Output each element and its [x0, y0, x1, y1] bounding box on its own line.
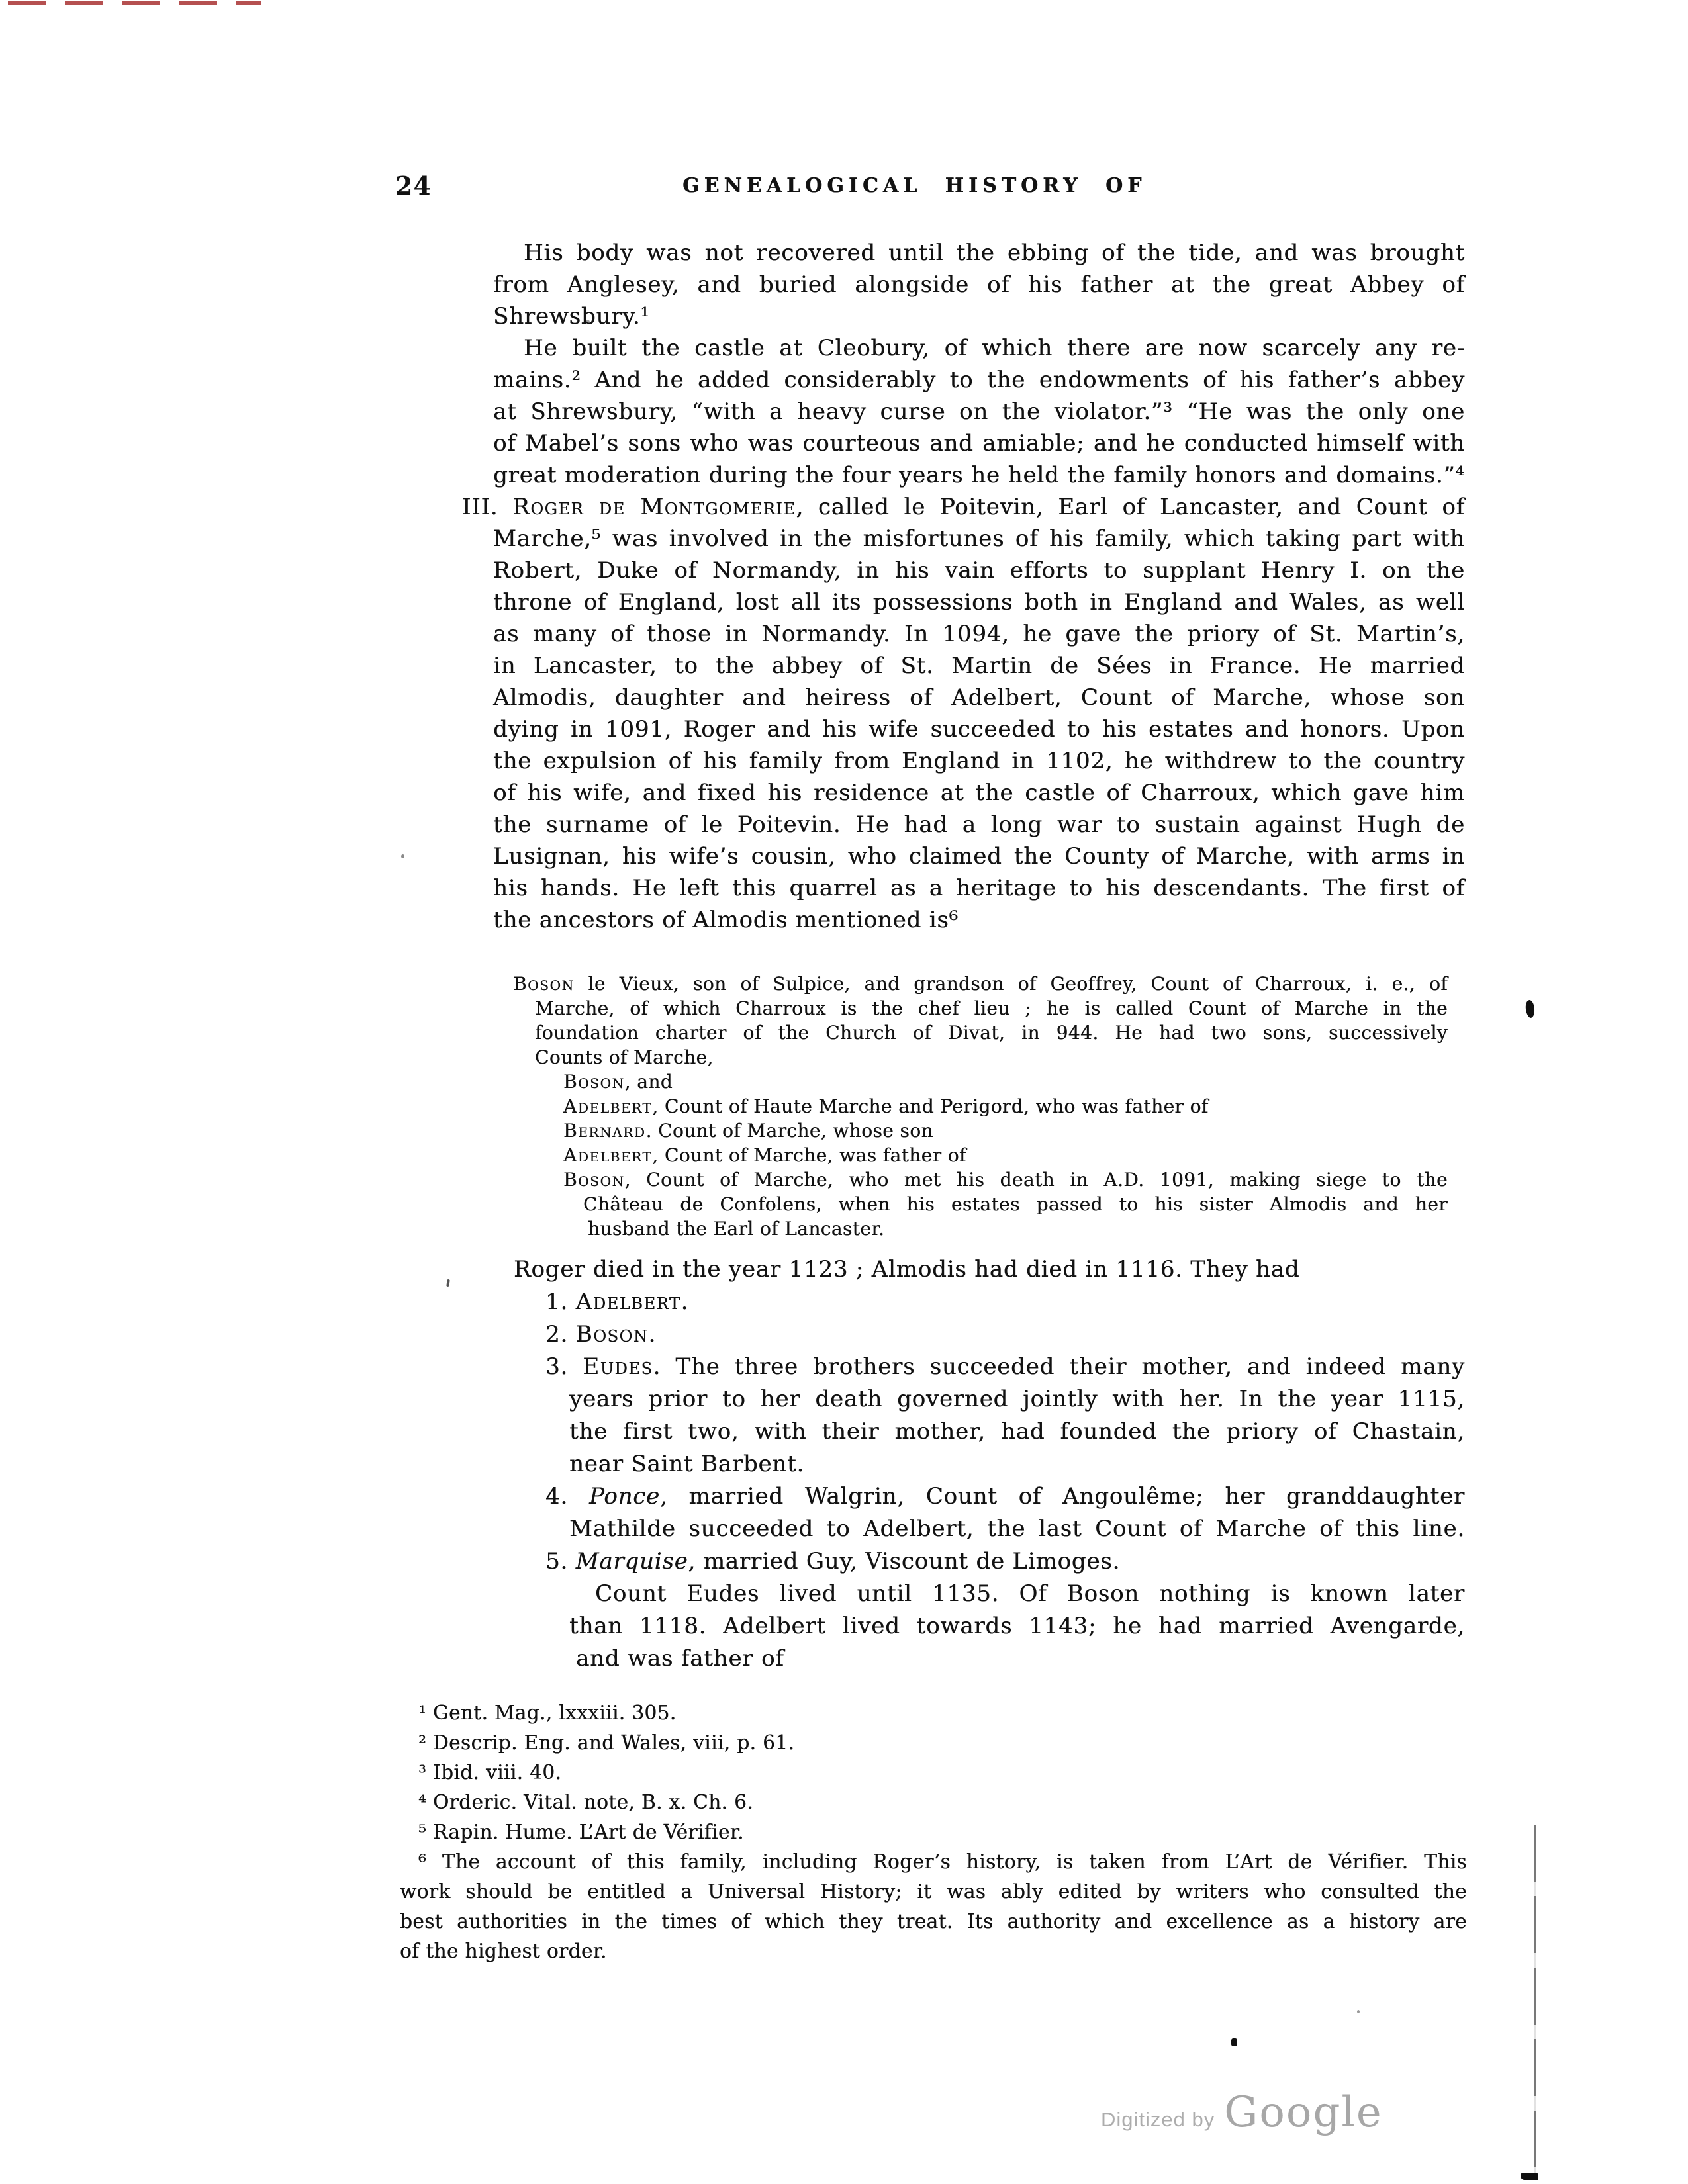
text-line: 1. Adelbert. [545, 1289, 689, 1315]
page-number: 24 [395, 171, 432, 201]
footnotes-block [400, 1698, 1467, 1966]
text-line: husband the Earl of Lancaster. [588, 1218, 885, 1240]
text-line: His body was not recovered until the ebbing of the tide, and was brought [524, 240, 1465, 266]
text-line: Roger died in the year 1123 ; Almodis had died in 1116. They had [514, 1256, 1300, 1283]
text-line: and was father of [576, 1645, 784, 1672]
text-line: than 1118. Adelbert lived towards 1143; he had married Avengarde, [569, 1613, 1465, 1639]
page-edge-line-foot-artifact [1521, 2173, 1538, 2180]
text-line: of the highest order. [400, 1940, 607, 1962]
text-line: of Mabel’s sons who was courteous and amiable; and he conducted himself with [493, 430, 1465, 457]
text-line: from Anglesey, and buried alongside of his father at the great Abbey of [493, 271, 1465, 298]
text-line: Boson, Count of Marche, who met his death in A.D. 1091, making siege to the [563, 1169, 1448, 1191]
google-logo: Google [1224, 2088, 1383, 2137]
text-line: ⁵ Rapin. Hume. L’Art de Vérifier. [418, 1821, 744, 1843]
text-line: at Shrewsbury, “with a heavy curse on the violator.”³ “He was the only one [493, 398, 1465, 425]
text-line: foundation charter of the Church of Divat, in 944. He had two sons, successively [535, 1022, 1448, 1044]
text-line: dying in 1091, Roger and his wife succeeded to his estates and honors. Upon [493, 716, 1465, 743]
text-line: the surname of le Poitevin. He had a long war to sustain against Hugh de [493, 811, 1465, 838]
text-line: Shrewsbury.¹ [493, 303, 650, 330]
children-list-block [493, 1253, 1465, 1675]
text-line: Lusignan, his wife’s cousin, who claimed the County of Marche, with arms in [493, 843, 1465, 870]
text-line: III. Roger de Montgomerie, called le Poitevin, Earl of Lancaster, and Count of [462, 494, 1465, 520]
text-line: near Saint Barbent. [569, 1451, 805, 1477]
text-line: Château de Confolens, when his estates passed to his sister Almodis and her [583, 1193, 1448, 1215]
genealogy-small-type-block [513, 972, 1448, 1241]
text-line: his hands. He left this quarrel as a heritage to his descendants. The first of [493, 875, 1465, 901]
text-line: years prior to her death governed jointly with her. In the year 1115, [569, 1386, 1465, 1412]
text-line: ⁴ Orderic. Vital. note, B. x. Ch. 6. [418, 1791, 754, 1813]
text-line: 5. Marquise, married Guy, Viscount de Limoges. [545, 1548, 1121, 1574]
text-line: best authorities in the times of which they treat. Its authority and excellence as a history are [400, 1910, 1467, 1933]
text-line: Marche,⁵ was involved in the misfortunes of his family, which taking part with [493, 525, 1465, 552]
text-line: Robert, Duke of Normandy, in his vain efforts to supplant Henry I. on the [493, 557, 1465, 584]
text-line: Boson, and [563, 1071, 673, 1093]
text-line: great moderation during the four years he held the family honors and domains.”⁴ [493, 462, 1465, 488]
google-watermark [1101, 2088, 1383, 2137]
text-line: 2. Boson. [545, 1321, 657, 1347]
text-line: the first two, with their mother, had founded the priory of Chastain, [569, 1418, 1465, 1445]
ink-blot-margin-mark [1525, 999, 1536, 1018]
text-line: Almodis, daughter and heiress of Adelbert, Count of Marche, whose son [493, 684, 1465, 711]
text-line: Marche, of which Charroux is the chef lieu ; he is called Count of Marche in the [535, 997, 1448, 1019]
text-line: ¹ Gent. Mag., lxxxiii. 305. [418, 1702, 677, 1724]
text-line: Mathilde succeeded to Adelbert, the last Count of Marche of this line. [569, 1516, 1465, 1542]
red-pen-dashes-artifact [8, 1, 261, 5]
text-line: of his wife, and fixed his residence at the castle of Charroux, which gave him [493, 780, 1465, 806]
text-line: as many of those in Normandy. In 1094, he gave the priory of St. Martin’s, [493, 621, 1465, 647]
scan-speck [446, 1279, 450, 1287]
text-line: 4. Ponce, married Walgrin, Count of Angoulême; her granddaughter [545, 1483, 1465, 1510]
text-line: He built the castle at Cleobury, of which there are now scarcely any re- [524, 335, 1465, 361]
digitized-by-label: Digitized by [1101, 2108, 1215, 2131]
text-line: the ancestors of Almodis mentioned is⁶ [493, 907, 959, 933]
text-line: Count Eudes lived until 1135. Of Boson nothing is known later [595, 1580, 1465, 1607]
text-line: ⁶ The account of this family, including Roger’s history, is taken from L’Art de Vérifier. This [418, 1850, 1467, 1873]
text-line: Adelbert, Count of Marche, was father of [563, 1144, 966, 1166]
text-line: mains.² And he added considerably to the endowments of his father’s abbey [493, 367, 1465, 393]
text-line: the expulsion of his family from England in 1102, he withdrew to the country [493, 748, 1465, 774]
scan-speck [1357, 2010, 1360, 2013]
text-line: Adelbert, Count of Haute Marche and Perigord, who was father of [563, 1095, 1209, 1117]
text-line: ² Descrip. Eng. and Wales, viii, p. 61. [418, 1731, 795, 1754]
running-header: GENEALOGICAL HISTORY OF [682, 174, 1147, 197]
text-line: Counts of Marche, [535, 1046, 714, 1068]
text-line: 3. Eudes. The three brothers succeeded their mother, and indeed many [545, 1353, 1465, 1380]
page-edge-line-artifact [1534, 1825, 1536, 2175]
text-line: Bernard. Count of Marche, whose son [563, 1120, 933, 1142]
main-text-block [462, 237, 1465, 936]
text-line: throne of England, lost all its possessions both in England and Wales, as well [493, 589, 1465, 615]
scan-speck [1231, 2038, 1237, 2046]
text-line: ³ Ibid. viii. 40. [418, 1761, 562, 1784]
scan-speck [401, 854, 404, 858]
text-line: Boson le Vieux, son of Sulpice, and grandson of Geoffrey, Count of Charroux, i. e., of [513, 973, 1448, 995]
text-line: work should be entitled a Universal History; it was ably edited by writers who consulted the [400, 1880, 1467, 1903]
text-line: in Lancaster, to the abbey of St. Martin de Sées in France. He married [493, 653, 1465, 679]
